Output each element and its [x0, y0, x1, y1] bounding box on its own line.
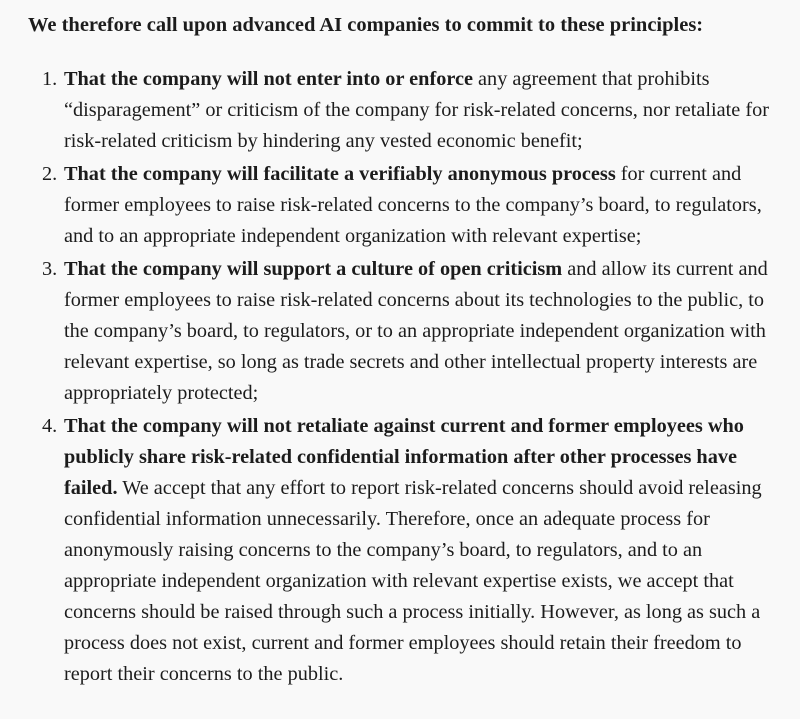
- intro-heading: We therefore call upon advanced AI companies to commit to these principles:: [28, 14, 704, 36]
- item-number: 3.: [42, 258, 58, 280]
- list-item-2: [28, 159, 776, 252]
- list-item-1: [28, 64, 776, 157]
- item-bold-lead: That the company will support a culture of open criticism: [64, 258, 563, 280]
- item-bold-lead: That the company will not retaliate against current and former employees who publicly share risk-related confidential information after other processes have failed.: [64, 415, 744, 499]
- item-text: and allow its current and former employees to raise risk-related concerns about its technologies to the public, to the company’s board, to regulators, or to an appropriate independent organization with relevant expertise, so long as trade secrets and other intellectual property interests are appropriately protected;: [64, 258, 768, 404]
- item-text: for current and former employees to raise risk-related concerns to the company’s board, to regulators, and to an appropriate independent organization with relevant expertise;: [64, 163, 762, 247]
- item-text: any agreement that prohibits “disparagement” or criticism of the company for risk-related concerns, nor retaliate for risk-related criticism by hindering any vested economic benefit;: [64, 68, 770, 152]
- list-item-4: [28, 411, 776, 690]
- item-bold-lead: That the company will not enter into or enforce: [64, 68, 473, 90]
- item-bold-lead: That the company will facilitate a verifiably anonymous process: [64, 163, 616, 185]
- item-number: 2.: [42, 163, 58, 185]
- item-number: 4.: [42, 415, 58, 437]
- list-item-3: [28, 254, 776, 409]
- principles-list: [28, 64, 776, 690]
- item-number: 1.: [42, 68, 58, 90]
- item-text: We accept that any effort to report risk-related concerns should avoid releasing confidential information unnecessarily. Therefore, once an adequate process for anonymously raising concerns to the company’s board, to regulators, and to an appropriate independent organization with relevant expertise exists, we accept that concerns should be raised through such a process initially. However, as long as such a process does not exist, current and former employees should retain their freedom to report their concerns to the public.: [64, 477, 762, 685]
